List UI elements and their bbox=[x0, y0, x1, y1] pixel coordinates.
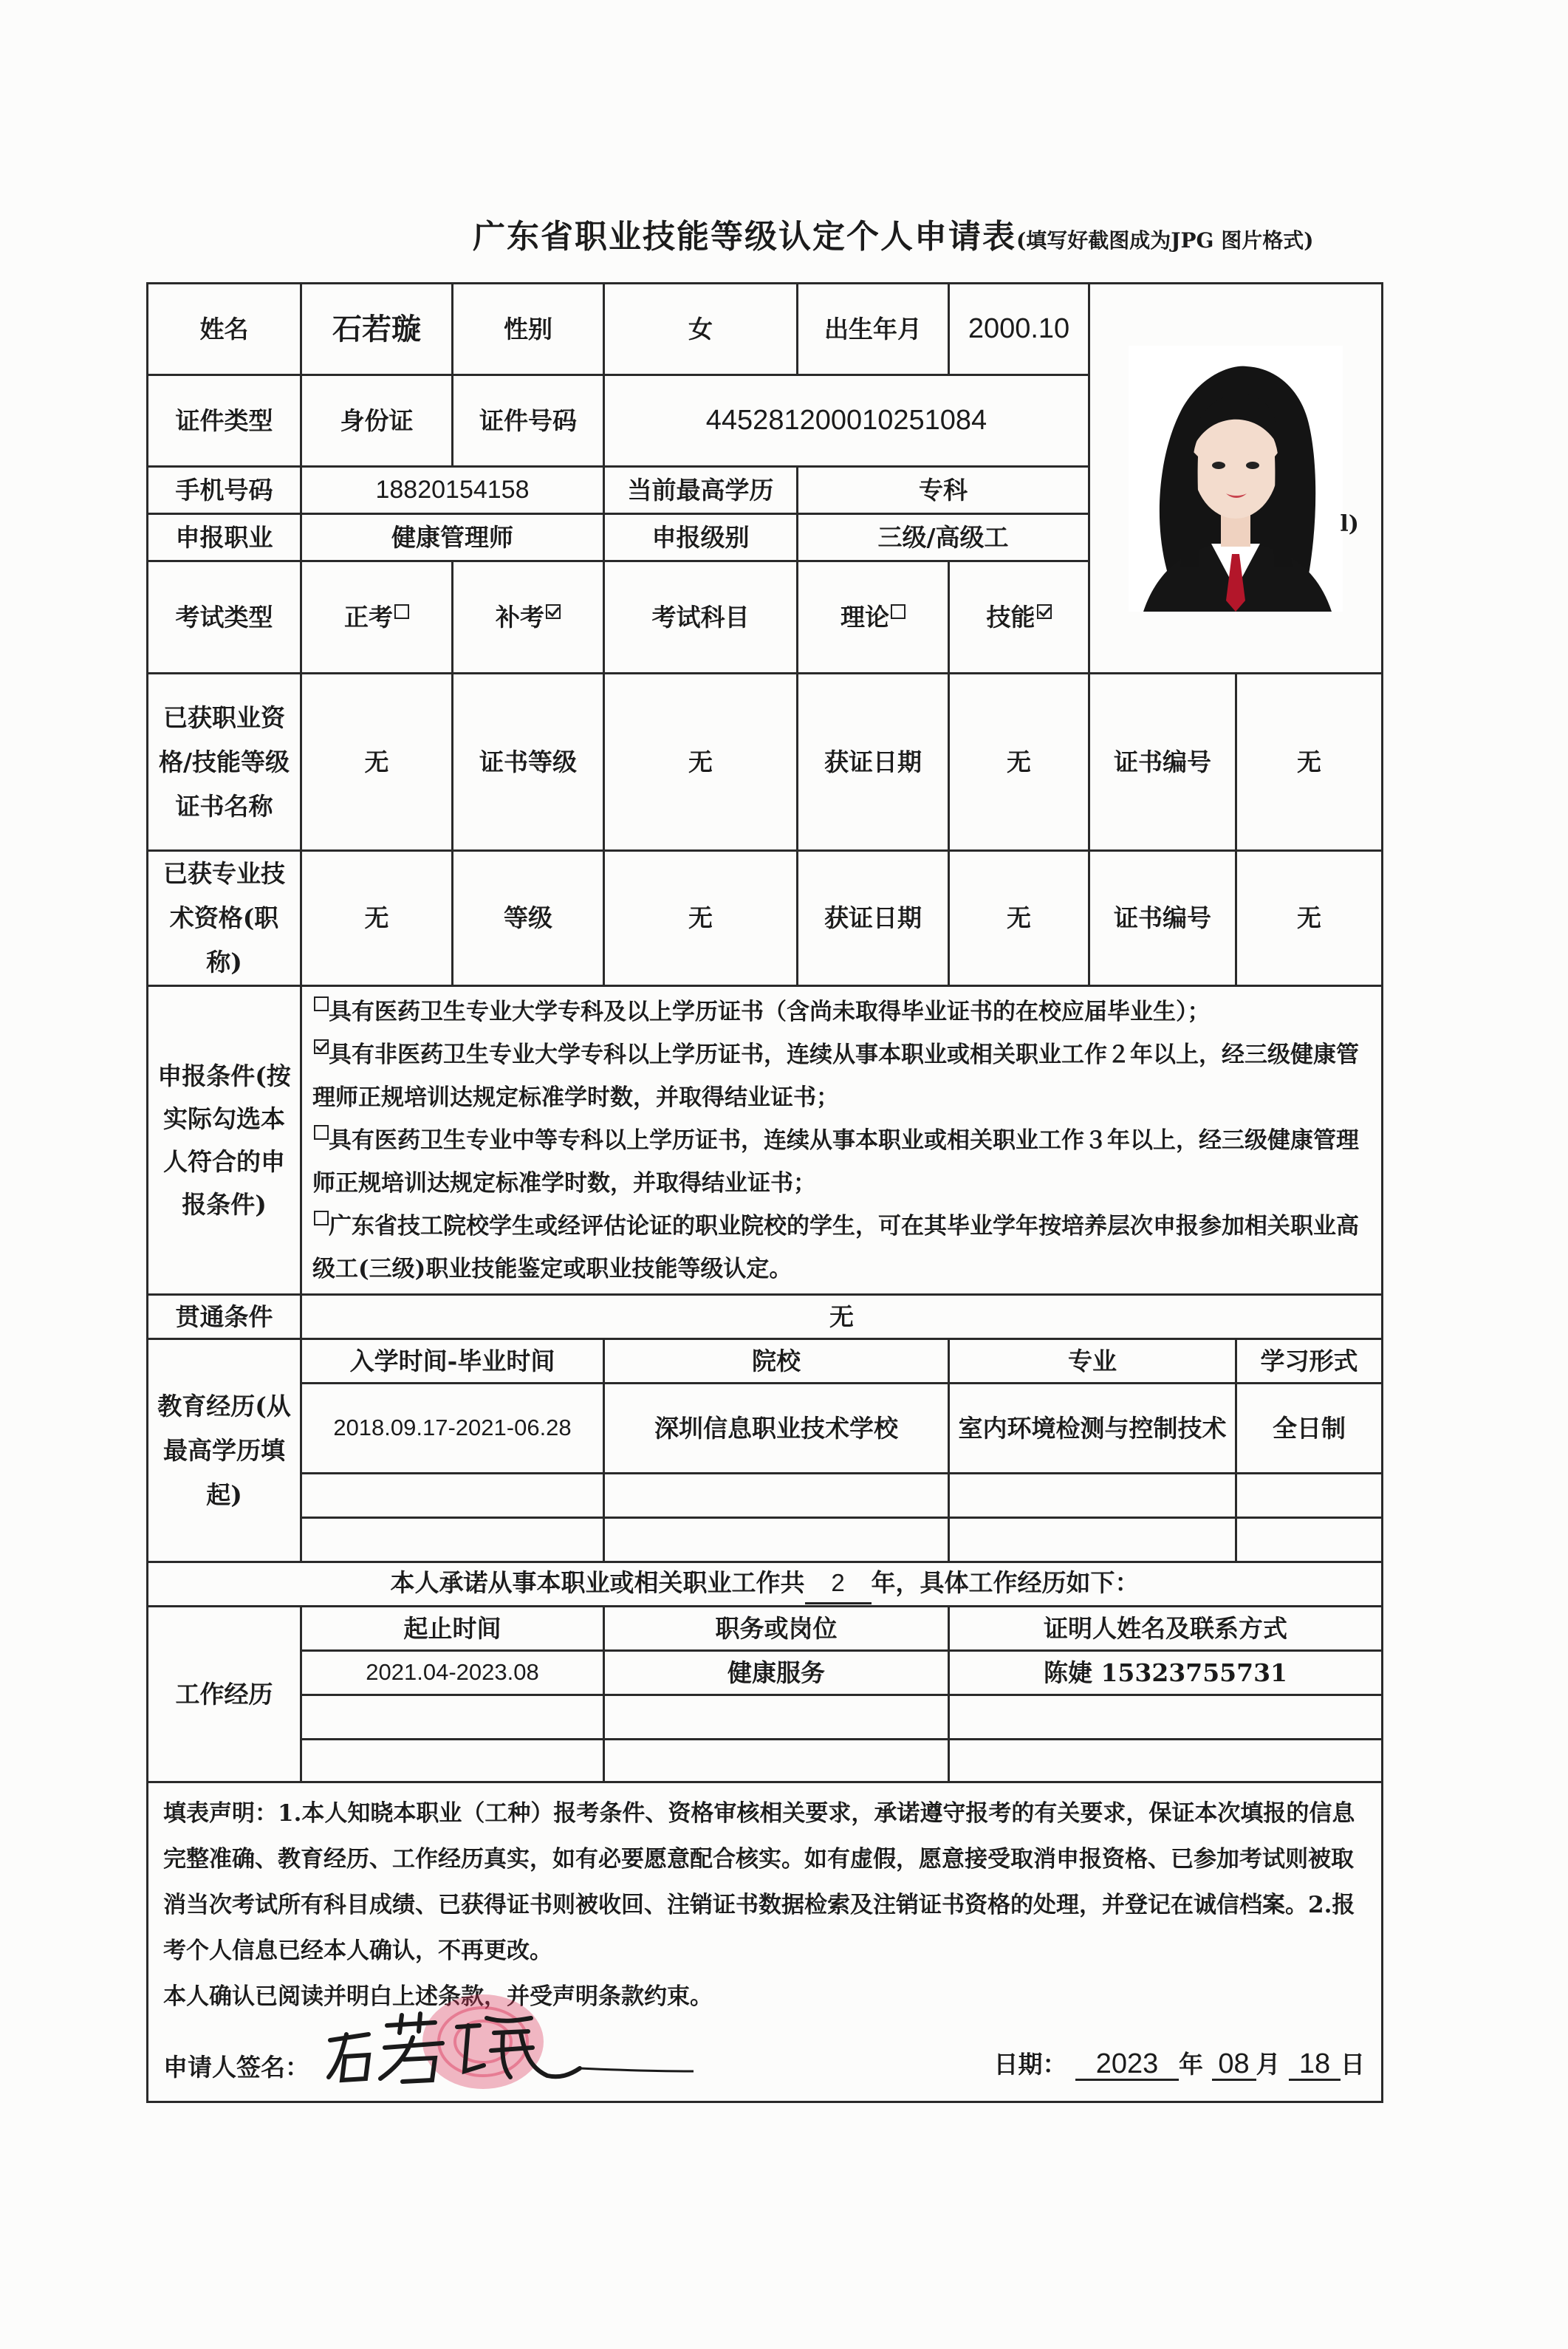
cert1-grade: 无 bbox=[604, 674, 798, 851]
work-period: 2021.04-2023.08 bbox=[301, 1651, 604, 1695]
work-empty-cell bbox=[949, 1740, 1383, 1782]
condition-text-3: 具有医药卫生专业中等专科以上学历证书，连续从事本职业或相关职业工作３年以上，经三级健康管理师正规培训达规定标准学时数，并取得结业证书； bbox=[312, 1126, 1359, 1197]
subject-theory-cell bbox=[798, 561, 949, 674]
level-value: 三级/高级工 bbox=[798, 514, 1089, 561]
work-header-row bbox=[148, 1607, 1383, 1651]
row-through bbox=[148, 1295, 1383, 1339]
condition-text-4: 广东省技工院校学生或经评估论证的职业院校的学生，可在其毕业学年按培养层次申报参加相关职业高级工(三级)职业技能鉴定或职业技能等级认定。 bbox=[312, 1212, 1359, 1282]
name-value: 石若璇 bbox=[301, 284, 453, 375]
date-year: 2023 bbox=[1075, 2049, 1179, 2081]
edu-school: 深圳信息职业技术学校 bbox=[604, 1384, 949, 1474]
edu-period: 2018.09.17-2021-06.28 bbox=[301, 1384, 604, 1474]
condition-checkbox-3[interactable] bbox=[314, 1125, 329, 1140]
edu-empty-cell bbox=[301, 1518, 604, 1562]
id-no-label: 证件号码 bbox=[453, 375, 604, 467]
condition-text-2: 具有非医药卫生专业大学专科以上学历证书，连续从事本职业或相关职业工作２年以上，经三级健康管理师正规培训达规定标准学时数，并取得结业证书； bbox=[312, 1041, 1359, 1111]
edu-header-form: 学习形式 bbox=[1236, 1339, 1383, 1384]
work-promise-years: 2 bbox=[805, 1564, 872, 1604]
signature-name bbox=[318, 2045, 658, 2090]
exam-normal-cell bbox=[301, 561, 453, 674]
id-type-label: 证件类型 bbox=[148, 375, 301, 467]
exam-makeup-checkbox[interactable] bbox=[546, 604, 561, 619]
cert2-date: 无 bbox=[949, 851, 1089, 986]
education-label: 教育经历(从最高学历填起) bbox=[148, 1339, 301, 1562]
phone-label: 手机号码 bbox=[148, 467, 301, 514]
date-label: 日期： bbox=[993, 2050, 1067, 2079]
edu-form: 全日制 bbox=[1236, 1384, 1383, 1474]
edu-empty-cell bbox=[1236, 1518, 1383, 1562]
name-label: 姓名 bbox=[148, 284, 301, 375]
applicant-photo bbox=[1129, 346, 1343, 612]
cert2-grade-label: 等级 bbox=[453, 851, 604, 986]
condition-item bbox=[312, 1119, 1371, 1205]
condition-item bbox=[312, 1205, 1371, 1290]
birth-value: 2000.10 bbox=[949, 284, 1089, 375]
work-empty-cell bbox=[301, 1695, 604, 1740]
cert1-name: 无 bbox=[301, 674, 453, 851]
cert1-no: 无 bbox=[1236, 674, 1383, 851]
work-promise bbox=[148, 1562, 1383, 1607]
edu-empty-cell bbox=[301, 1474, 604, 1518]
work-row-empty bbox=[148, 1695, 1383, 1740]
subject-skill-cell bbox=[949, 561, 1089, 674]
exam-makeup-cell bbox=[453, 561, 604, 674]
exam-normal-label: 正考 bbox=[344, 602, 393, 632]
row-cert1 bbox=[148, 674, 1383, 851]
work-witness: 陈婕 15323755731 bbox=[949, 1651, 1383, 1695]
work-promise-suffix: 年，具体工作经历如下： bbox=[871, 1568, 1140, 1598]
exam-subject-label: 考试科目 bbox=[604, 561, 798, 674]
work-header-period: 起止时间 bbox=[301, 1607, 604, 1651]
work-row bbox=[148, 1651, 1383, 1695]
edu-empty-cell bbox=[1236, 1474, 1383, 1518]
id-type-value: 身份证 bbox=[301, 375, 453, 467]
work-row-empty bbox=[148, 1740, 1383, 1782]
exam-makeup-label: 补考 bbox=[496, 602, 544, 632]
signature-line bbox=[163, 2045, 658, 2090]
id-no-value: 445281200010251084 bbox=[604, 375, 1089, 467]
cert2-grade: 无 bbox=[604, 851, 798, 986]
cert2-no-label: 证书编号 bbox=[1089, 851, 1236, 986]
date-month: 08 bbox=[1212, 2049, 1256, 2081]
subject-theory-label: 理论 bbox=[841, 602, 889, 632]
subject-theory-checkbox[interactable] bbox=[891, 604, 905, 619]
work-promise-row bbox=[148, 1562, 1383, 1607]
job-value: 健康管理师 bbox=[301, 514, 604, 561]
gender-label: 性别 bbox=[453, 284, 604, 375]
through-label: 贯通条件 bbox=[148, 1295, 301, 1339]
cert1-grade-label: 证书等级 bbox=[453, 674, 604, 851]
job-label: 申报职业 bbox=[148, 514, 301, 561]
declaration-row bbox=[148, 1782, 1383, 2102]
condition-checkbox-2[interactable] bbox=[314, 1039, 329, 1054]
cert1-date-label: 获证日期 bbox=[798, 674, 949, 851]
level-label: 申报级别 bbox=[604, 514, 798, 561]
edu-empty-cell bbox=[949, 1474, 1236, 1518]
form-title-text: 广东省职业技能等级认定个人申请表 bbox=[473, 218, 1016, 256]
subject-skill-checkbox[interactable] bbox=[1037, 604, 1052, 619]
edu-header-period: 入学时间-毕业时间 bbox=[301, 1339, 604, 1384]
work-empty-cell bbox=[949, 1695, 1383, 1740]
date-day: 18 bbox=[1289, 2049, 1341, 2081]
edu-major: 室内环境检测与控制技术 bbox=[949, 1384, 1236, 1474]
condition-checkbox-4[interactable] bbox=[314, 1211, 329, 1225]
photo-cell bbox=[1089, 284, 1383, 674]
cert2-no: 无 bbox=[1236, 851, 1383, 986]
work-empty-cell bbox=[301, 1740, 604, 1782]
edu-row-empty bbox=[148, 1474, 1383, 1518]
cert2-name: 无 bbox=[301, 851, 453, 986]
exam-type-label: 考试类型 bbox=[148, 561, 301, 674]
exam-normal-checkbox[interactable] bbox=[394, 604, 409, 619]
edu-empty-cell bbox=[949, 1518, 1236, 1562]
form-title-note: (填写好截图成为JPG 图片格式) bbox=[1016, 228, 1314, 253]
edu-row-empty bbox=[148, 1518, 1383, 1562]
edu-header-major: 专业 bbox=[949, 1339, 1236, 1384]
declaration-text: 填表声明：1.本人知晓本职业（工种）报考条件、资格审核相关要求，承诺遵守报考的有关要求，保证本次填报的信息完整准确、教育经历、工作经历真实，如有必要愿意配合核实。如有虚假，愿意接受取消申报资格、已参加考试则被取消当次考试所有科目成绩、已获得证书则被收回、注销证书数据检索及注销证书资格的处理，并登记在诚信档案。2.报考个人信息已经本人确认，不再更改。 bbox=[163, 1800, 1355, 1964]
edu-empty-cell bbox=[604, 1518, 949, 1562]
conditions-list bbox=[301, 986, 1383, 1295]
cert2-label: 已获专业技术资格(职称) bbox=[148, 851, 301, 986]
edu-empty-cell bbox=[604, 1474, 949, 1518]
row-name bbox=[148, 284, 1383, 375]
work-empty-cell bbox=[604, 1695, 949, 1740]
date-month-unit: 月 bbox=[1256, 2050, 1281, 2079]
application-table bbox=[146, 282, 1383, 2103]
edu-label: 当前最高学历 bbox=[604, 467, 798, 514]
work-empty-cell bbox=[604, 1740, 949, 1782]
work-position: 健康服务 bbox=[604, 1651, 949, 1695]
cert1-no-label: 证书编号 bbox=[1089, 674, 1236, 851]
condition-item bbox=[312, 1033, 1371, 1119]
conditions-label: 申报条件(按实际勾选本人符合的申报条件) bbox=[148, 986, 301, 1295]
condition-item bbox=[312, 991, 1371, 1033]
work-promise-prefix: 本人承诺从事本职业或相关职业工作共 bbox=[390, 1568, 805, 1598]
through-value: 无 bbox=[301, 1295, 1383, 1339]
row-cert2 bbox=[148, 851, 1383, 986]
edu-header-row bbox=[148, 1339, 1383, 1384]
birth-label: 出生年月 bbox=[798, 284, 949, 375]
date-year-unit: 年 bbox=[1179, 2050, 1203, 2079]
subject-skill-label: 技能 bbox=[986, 602, 1035, 632]
edu-row bbox=[148, 1384, 1383, 1474]
condition-checkbox-1[interactable] bbox=[314, 996, 329, 1011]
declaration-confirm: 本人确认已阅读并明白上述条款，并受声明条款约束。 bbox=[163, 1983, 713, 2010]
work-header-position: 职务或岗位 bbox=[604, 1607, 949, 1651]
declaration-cell bbox=[148, 1782, 1383, 2102]
signature-label: 申请人签名： bbox=[163, 2053, 309, 2082]
work-header-witness: 证明人姓名及联系方式 bbox=[949, 1607, 1383, 1651]
cert2-date-label: 获证日期 bbox=[798, 851, 949, 986]
gender-value: 女 bbox=[604, 284, 798, 375]
cert1-date: 无 bbox=[949, 674, 1089, 851]
row-conditions bbox=[148, 986, 1383, 1295]
photo-edge-text: l) bbox=[1340, 511, 1359, 537]
phone-value: 18820154158 bbox=[301, 467, 604, 514]
date-line bbox=[994, 2042, 1366, 2088]
edu-header-school: 院校 bbox=[604, 1339, 949, 1384]
form-title bbox=[473, 210, 1313, 257]
cert1-label: 已获职业资格/技能等级证书名称 bbox=[148, 674, 301, 851]
date-day-unit: 日 bbox=[1341, 2050, 1365, 2079]
condition-text-1: 具有医药卫生专业大学专科及以上学历证书（含尚未取得毕业证书的在校应届毕业生）； bbox=[329, 998, 1211, 1025]
work-label: 工作经历 bbox=[148, 1607, 301, 1782]
edu-value: 专科 bbox=[798, 467, 1089, 514]
